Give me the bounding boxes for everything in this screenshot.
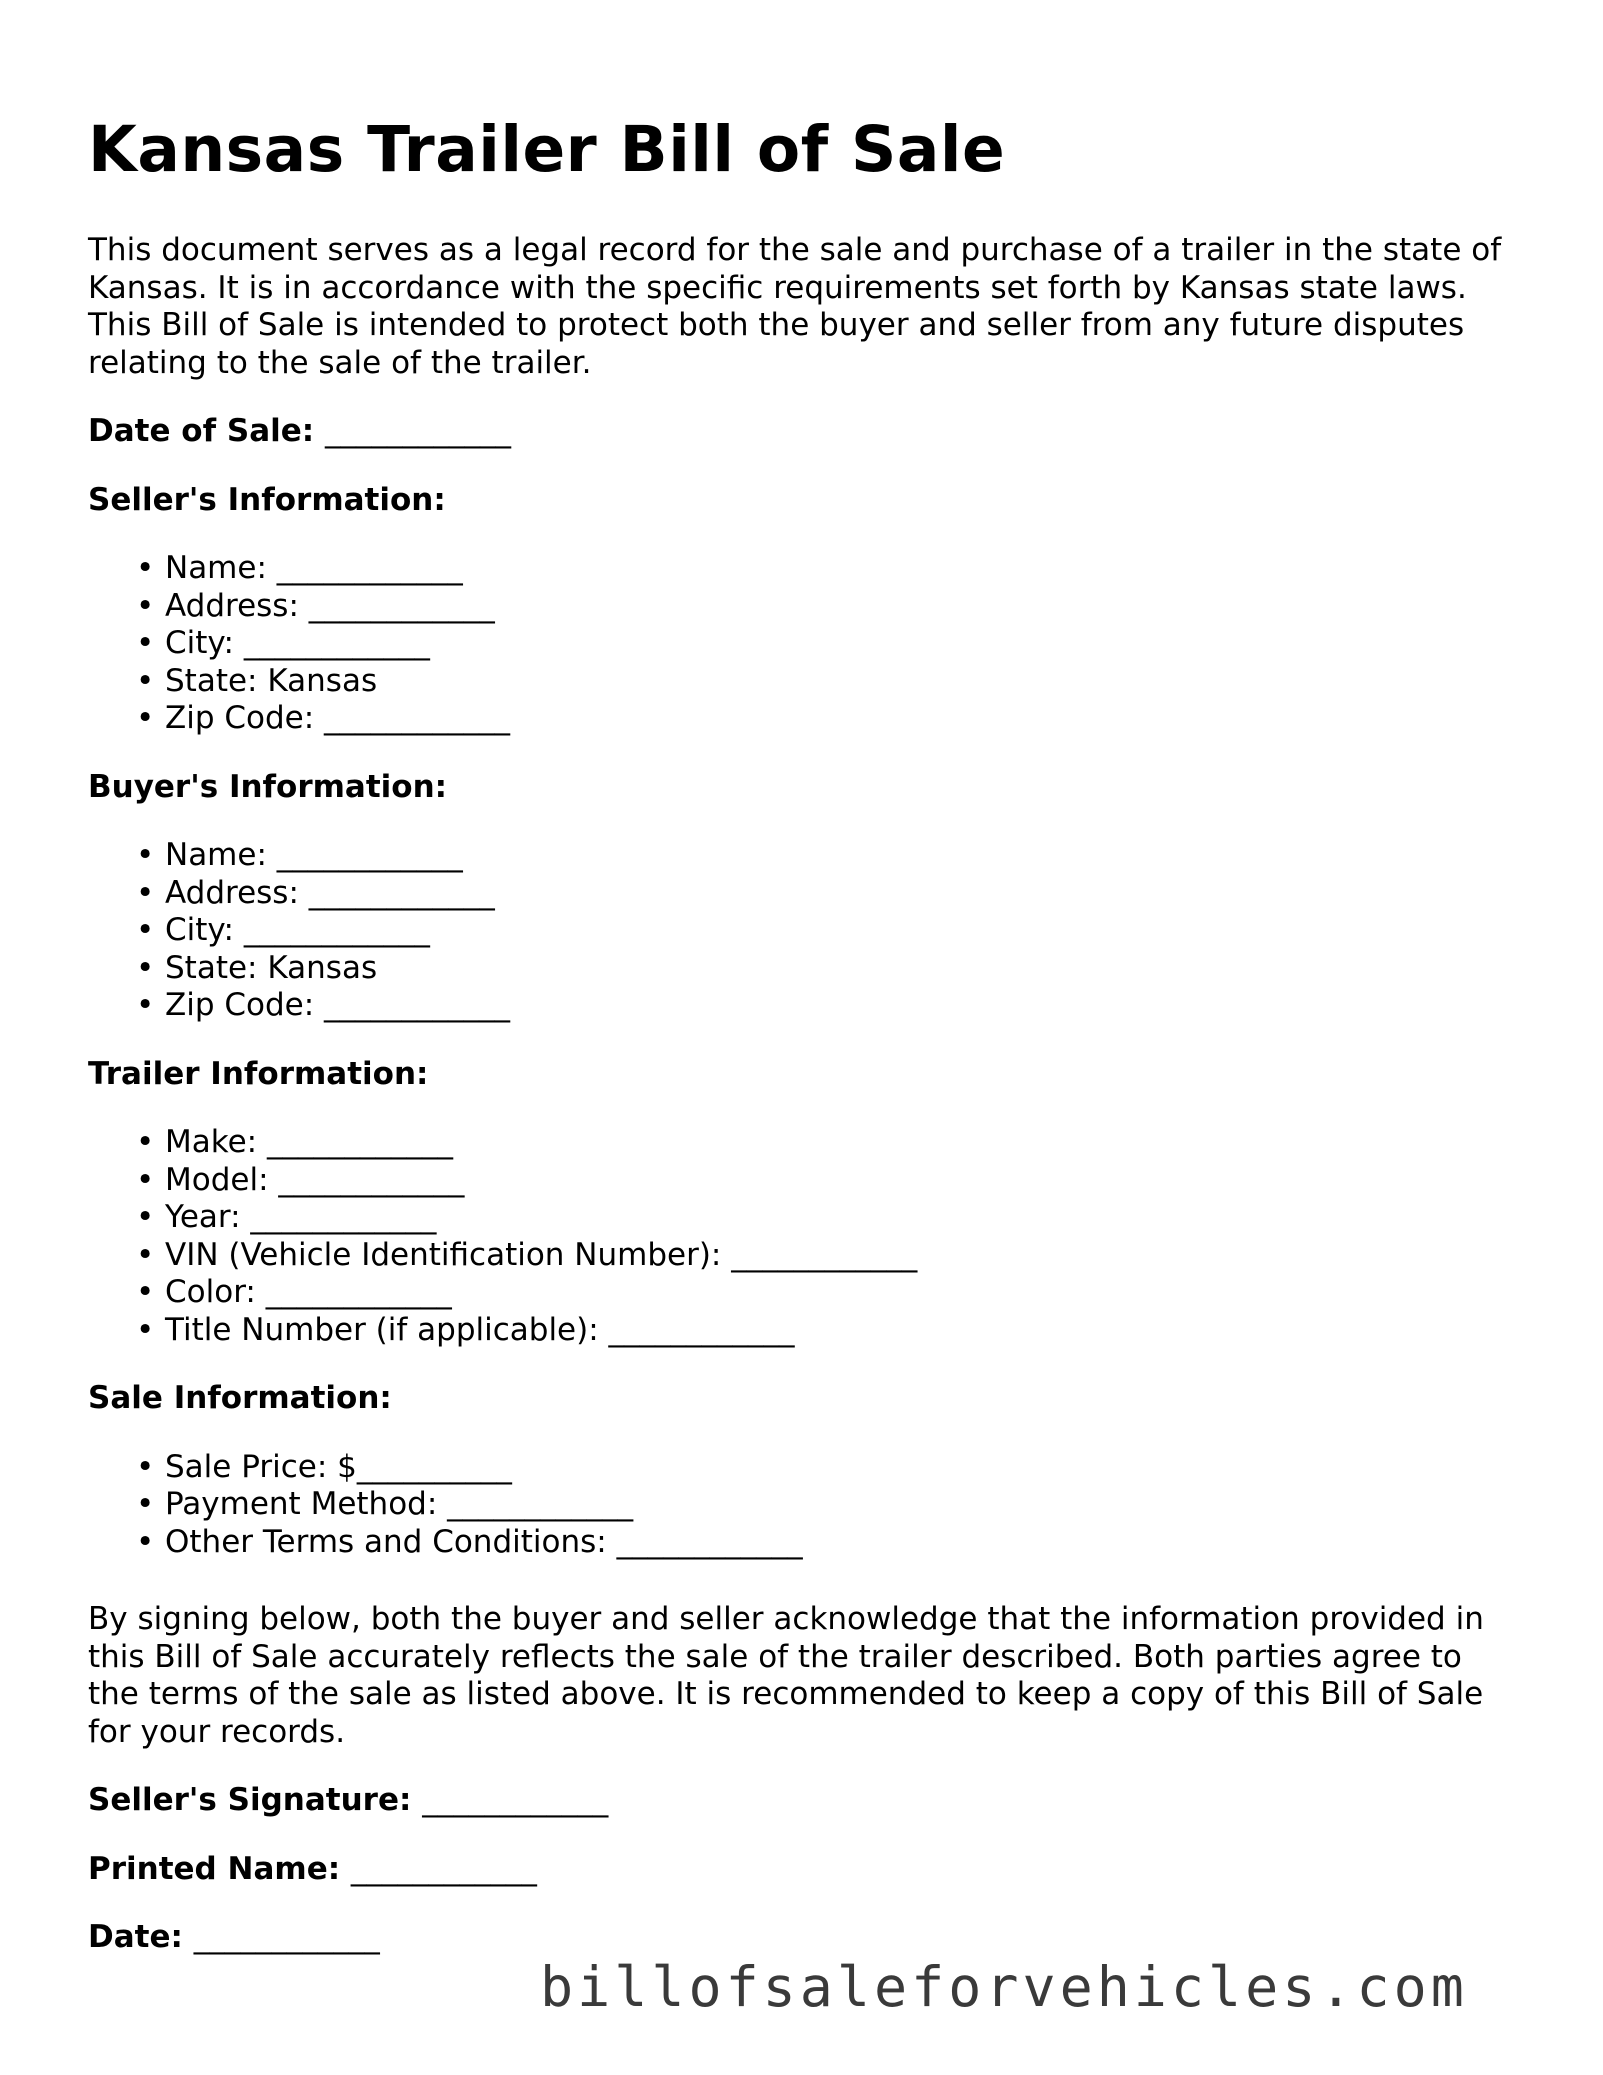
item-label: Name: — [165, 837, 267, 873]
bullet-icon: • — [136, 1199, 155, 1235]
item-label: City: — [165, 625, 234, 661]
item-label: Other Terms and Conditions: — [165, 1523, 607, 1560]
list-item — [136, 874, 1518, 913]
list-item — [136, 587, 1518, 626]
buyer-section-heading: Buyer's Information: — [88, 768, 448, 805]
item-label: Name: — [165, 550, 267, 586]
signature-block — [88, 1782, 1518, 1957]
list-item — [136, 700, 1518, 738]
item-label: Title Number (if applicable): — [165, 1311, 599, 1348]
bullet-icon: • — [136, 1486, 155, 1522]
item-label: Address: — [165, 874, 299, 911]
list-item — [136, 662, 1518, 701]
seller-signature-line — [88, 1782, 1518, 1820]
list-item — [136, 987, 1518, 1025]
document-page — [88, 110, 1518, 1957]
seller-info-list — [88, 550, 1518, 738]
bullet-icon: • — [136, 625, 155, 661]
list-item — [136, 837, 1518, 875]
item-label: State: — [165, 949, 258, 986]
bullet-icon: • — [136, 700, 155, 736]
list-item — [136, 625, 1518, 663]
item-label: Year: — [165, 1199, 241, 1235]
sale-section-heading: Sale Information: — [88, 1380, 392, 1416]
list-item — [136, 1236, 1518, 1275]
item-label: Zip Code: — [165, 700, 315, 736]
bullet-icon: • — [136, 912, 155, 948]
item-blank[interactable]: ____________ — [324, 987, 511, 1023]
bullet-icon: • — [136, 1311, 155, 1348]
bullet-icon: • — [136, 1161, 155, 1198]
item-blank[interactable]: ____________ — [276, 837, 463, 873]
list-item — [136, 912, 1518, 950]
printed-name-line — [88, 1851, 1518, 1889]
list-item — [136, 1161, 1518, 1200]
list-item — [136, 550, 1518, 588]
item-label: Make: — [165, 1124, 258, 1160]
item-label: State: — [165, 662, 258, 699]
buyer-info-list — [88, 837, 1518, 1025]
bullet-icon: • — [136, 987, 155, 1023]
trailer-info-list — [88, 1124, 1518, 1349]
item-blank[interactable]: ____________ — [731, 1236, 918, 1273]
item-value: Kansas — [267, 662, 378, 699]
list-item — [136, 949, 1518, 988]
seller-signature-blank[interactable]: ____________ — [422, 1782, 609, 1818]
item-blank[interactable]: ____________ — [266, 1124, 453, 1160]
closing-paragraph: By signing below, both the buyer and seller acknowledge that the information provided in this Bill of Sale accurately reflects the sale of the trailer described. Both parties agree to the terms of the sale as listed above. It is recommended to keep a copy of this Bill of Sale for your records. — [88, 1601, 1484, 1750]
item-label: VIN (Vehicle Identification Number): — [165, 1236, 722, 1273]
item-blank[interactable]: ____________ — [265, 1274, 452, 1310]
trailer-section-heading: Trailer Information: — [88, 1055, 429, 1092]
item-label: Model: — [165, 1161, 269, 1198]
bullet-icon: • — [136, 949, 155, 986]
signature-date-blank[interactable]: ____________ — [193, 1919, 380, 1955]
item-blank[interactable]: ____________ — [447, 1486, 634, 1522]
item-blank[interactable]: ____________ — [243, 625, 430, 661]
date-of-sale-line — [88, 413, 1518, 451]
bullet-icon: • — [136, 1523, 155, 1560]
item-label: Sale Price: — [165, 1448, 328, 1485]
bullet-icon: • — [136, 874, 155, 911]
signature-date-label: Date: — [88, 1919, 183, 1955]
item-blank[interactable]: ____________ — [608, 1311, 795, 1348]
bullet-icon: • — [136, 587, 155, 624]
item-blank[interactable]: ____________ — [308, 874, 495, 911]
intro-paragraph: This document serves as a legal record for the sale and purchase of a trailer in the state of Kansas. It is in accordance with the specific requirements set forth by Kansas state laws. This Bill of Sale is intended to protect both the buyer and seller from any future disputes relating to the sale of the trailer. — [88, 232, 1502, 381]
item-blank[interactable]: ____________ — [616, 1523, 803, 1560]
item-blank[interactable]: $__________ — [337, 1448, 512, 1485]
printed-name-label: Printed Name: — [88, 1850, 341, 1887]
bullet-icon: • — [136, 1448, 155, 1485]
item-value: Kansas — [267, 949, 378, 986]
item-blank[interactable]: ____________ — [276, 550, 463, 586]
list-item — [136, 1311, 1518, 1350]
item-label: Payment Method: — [165, 1486, 438, 1522]
item-label: Zip Code: — [165, 987, 315, 1023]
date-of-sale-label: Date of Sale: — [88, 413, 315, 449]
bullet-icon: • — [136, 662, 155, 699]
item-label: Address: — [165, 587, 299, 624]
date-of-sale-blank[interactable]: ____________ — [324, 413, 511, 449]
item-label: Color: — [165, 1274, 256, 1310]
item-label: City: — [165, 912, 234, 948]
list-item — [136, 1523, 1518, 1562]
site-watermark: billofsaleforvehicles.com — [540, 1955, 1468, 2019]
item-blank[interactable]: ____________ — [278, 1161, 465, 1198]
sale-info-list — [88, 1449, 1518, 1562]
bullet-icon: • — [136, 1124, 155, 1160]
signature-date-line — [88, 1919, 1518, 1957]
list-item — [136, 1199, 1518, 1237]
item-blank[interactable]: ____________ — [324, 700, 511, 736]
bullet-icon: • — [136, 1274, 155, 1310]
seller-section-heading: Seller's Information: — [88, 481, 446, 518]
list-item — [136, 1486, 1518, 1524]
list-item — [136, 1124, 1518, 1162]
bullet-icon: • — [136, 550, 155, 586]
list-item — [136, 1448, 1518, 1487]
item-blank[interactable]: ____________ — [243, 912, 430, 948]
list-item — [136, 1274, 1518, 1312]
seller-signature-label: Seller's Signature: — [88, 1782, 412, 1818]
printed-name-blank[interactable]: ____________ — [350, 1850, 537, 1887]
bullet-icon: • — [136, 1236, 155, 1273]
bullet-icon: • — [136, 837, 155, 873]
document-title: Kansas Trailer Bill of Sale — [88, 113, 1006, 186]
item-blank[interactable]: ____________ — [250, 1199, 437, 1235]
item-blank[interactable]: ____________ — [308, 587, 495, 624]
